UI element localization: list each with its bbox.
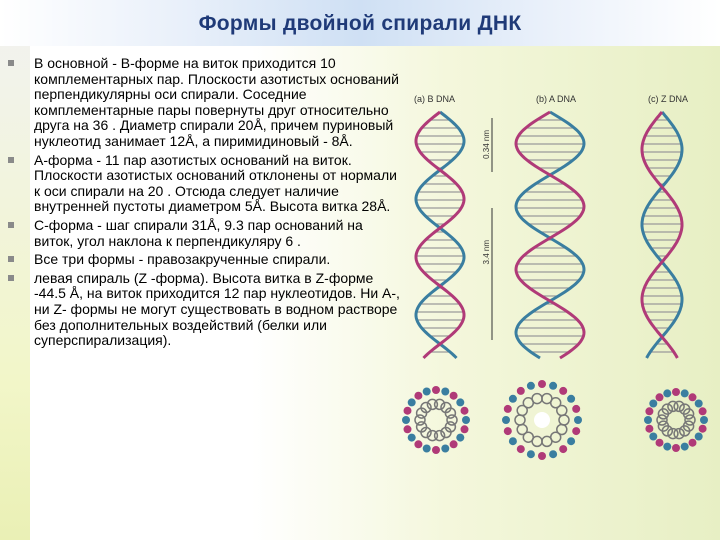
backbone-atom	[450, 392, 458, 400]
backbone-atom	[572, 427, 580, 435]
backbone-strand	[416, 112, 464, 358]
backbone-atom	[656, 393, 664, 401]
base-ring	[557, 406, 567, 416]
backbone-atom	[567, 437, 575, 445]
backbone-atom	[538, 452, 546, 460]
backbone-atom	[402, 416, 410, 424]
backbone-atom	[461, 407, 469, 415]
backbone-atom	[699, 407, 707, 415]
base-ring	[517, 425, 527, 435]
dna-forms-figure	[400, 90, 720, 490]
backbone-atom	[695, 400, 703, 408]
backbone-atom	[572, 405, 580, 413]
a-dna-helix	[516, 112, 584, 358]
dna-illustration	[400, 90, 720, 490]
backbone-atom	[663, 443, 671, 451]
measure-pitch-label: 3.4 nm	[482, 240, 491, 265]
backbone-atom	[423, 388, 431, 396]
backbone-atom	[404, 407, 412, 415]
base-ring	[542, 436, 552, 446]
backbone-atom	[649, 400, 657, 408]
backbone-atom	[461, 425, 469, 433]
central-cavity	[534, 412, 550, 428]
bullet-square-icon	[8, 60, 14, 66]
backbone-atom	[689, 393, 697, 401]
base-ring	[427, 431, 437, 441]
bullet-item	[8, 56, 400, 150]
backbone-atom	[517, 445, 525, 453]
bullet-square-icon	[8, 222, 14, 228]
backbone-atom	[504, 405, 512, 413]
measure-rise-label: 0.34 nm	[482, 130, 491, 159]
a-dna-top-view	[502, 380, 582, 460]
bullet-square-icon	[8, 275, 14, 281]
backbone-strand	[516, 112, 584, 358]
backbone-atom	[504, 427, 512, 435]
base-ring	[447, 415, 457, 425]
backbone-atom	[656, 439, 664, 447]
bullet-list	[8, 56, 400, 349]
backbone-atom	[681, 443, 689, 451]
bullet-square-icon	[8, 157, 14, 163]
backbone-atom	[404, 425, 412, 433]
backbone-atom	[517, 387, 525, 395]
backbone-atom	[645, 425, 653, 433]
base-ring	[415, 415, 425, 425]
backbone-atom	[408, 398, 416, 406]
z-dna-top-view	[644, 388, 708, 452]
label-b-dna: (a) B DNA	[414, 94, 456, 104]
backbone-atom	[549, 382, 557, 390]
backbone-atom	[509, 437, 517, 445]
bullet-item	[8, 271, 400, 349]
bullet-text: А-форма - 11 пар азотистых оснований на виток. Плоскости азотистых оснований отклонены от нормали к оси спирали на 20 . Отсюда следует наличие внутренней пустоты диаметром 5Å. Высота витка 28Å.	[34, 151, 397, 215]
z-dna-helix	[642, 112, 682, 358]
base-ring	[515, 415, 525, 425]
backbone-atom	[462, 416, 470, 424]
backbone-atom	[681, 389, 689, 397]
backbone-atom	[509, 395, 517, 403]
backbone-atom	[414, 440, 422, 448]
backbone-atom	[441, 445, 449, 453]
backbone-atom	[456, 434, 464, 442]
bullet-text: Все три формы - правозакрученные спирали.	[34, 251, 331, 268]
bullet-text: левая спираль (Z -форма). Высота витка в Z-форме -44.5 Å, на виток приходится 12 пар нуклеотидов. Ни А-, ни Z- формы не могут существовать в водном растворе без дополнительных воздействий (белки или суперспирализация).	[34, 269, 400, 349]
backbone-atom	[567, 395, 575, 403]
base-ring	[532, 394, 542, 404]
base-ring	[559, 415, 569, 425]
backbone-atom	[695, 433, 703, 441]
backbone-atom	[672, 388, 680, 396]
backbone-atom	[559, 387, 567, 395]
backbone-atom	[502, 416, 510, 424]
bullet-text: С-форма - шаг спирали 31Å, 9.3 пар оснований на виток, угол наклона к перпендикуляру 6 .	[34, 216, 363, 249]
bullet-text: В основной - В-форме на виток приходится 10 комплементарных пар. Плоскости азотистых оснований перпендикулярны оси спирали. Соседние комплементарные пары повернуты друг относительно друга на 36 . Диаметр спирали 20Å, причем пуриновый нуклеотид занимает 12Å, а пиримидиновый - 8Å.	[34, 55, 399, 149]
backbone-atom	[549, 450, 557, 458]
backbone-atom	[527, 382, 535, 390]
backbone-atom	[432, 446, 440, 454]
backbone-strand	[416, 112, 464, 358]
backbone-atom	[450, 440, 458, 448]
b-dna-helix	[416, 112, 464, 358]
backbone-atom	[456, 398, 464, 406]
bullet-item	[8, 218, 400, 249]
backbone-atom	[432, 386, 440, 394]
bullet-item	[8, 153, 400, 215]
backbone-atom	[672, 444, 680, 452]
label-a-dna: (b) A DNA	[536, 94, 577, 104]
backbone-atom	[649, 433, 657, 441]
bullet-square-icon	[8, 256, 14, 262]
backbone-atom	[574, 416, 582, 424]
backbone-atom	[559, 445, 567, 453]
backbone-atom	[423, 445, 431, 453]
backbone-atom	[663, 389, 671, 397]
backbone-atom	[527, 450, 535, 458]
backbone-atom	[538, 380, 546, 388]
backbone-atom	[645, 407, 653, 415]
slide-title: Формы двойной спирали ДНК	[198, 12, 522, 35]
backbone-strand	[516, 112, 584, 358]
bullet-item	[8, 252, 400, 268]
backbone-atom	[414, 392, 422, 400]
b-dna-top-view	[402, 386, 470, 454]
backbone-atom	[700, 416, 708, 424]
base-ring	[435, 399, 445, 409]
backbone-atom	[644, 416, 652, 424]
label-z-dna: (c) Z DNA	[648, 94, 688, 104]
backbone-atom	[441, 388, 449, 396]
backbone-atom	[699, 425, 707, 433]
backbone-atom	[689, 439, 697, 447]
backbone-atom	[408, 434, 416, 442]
